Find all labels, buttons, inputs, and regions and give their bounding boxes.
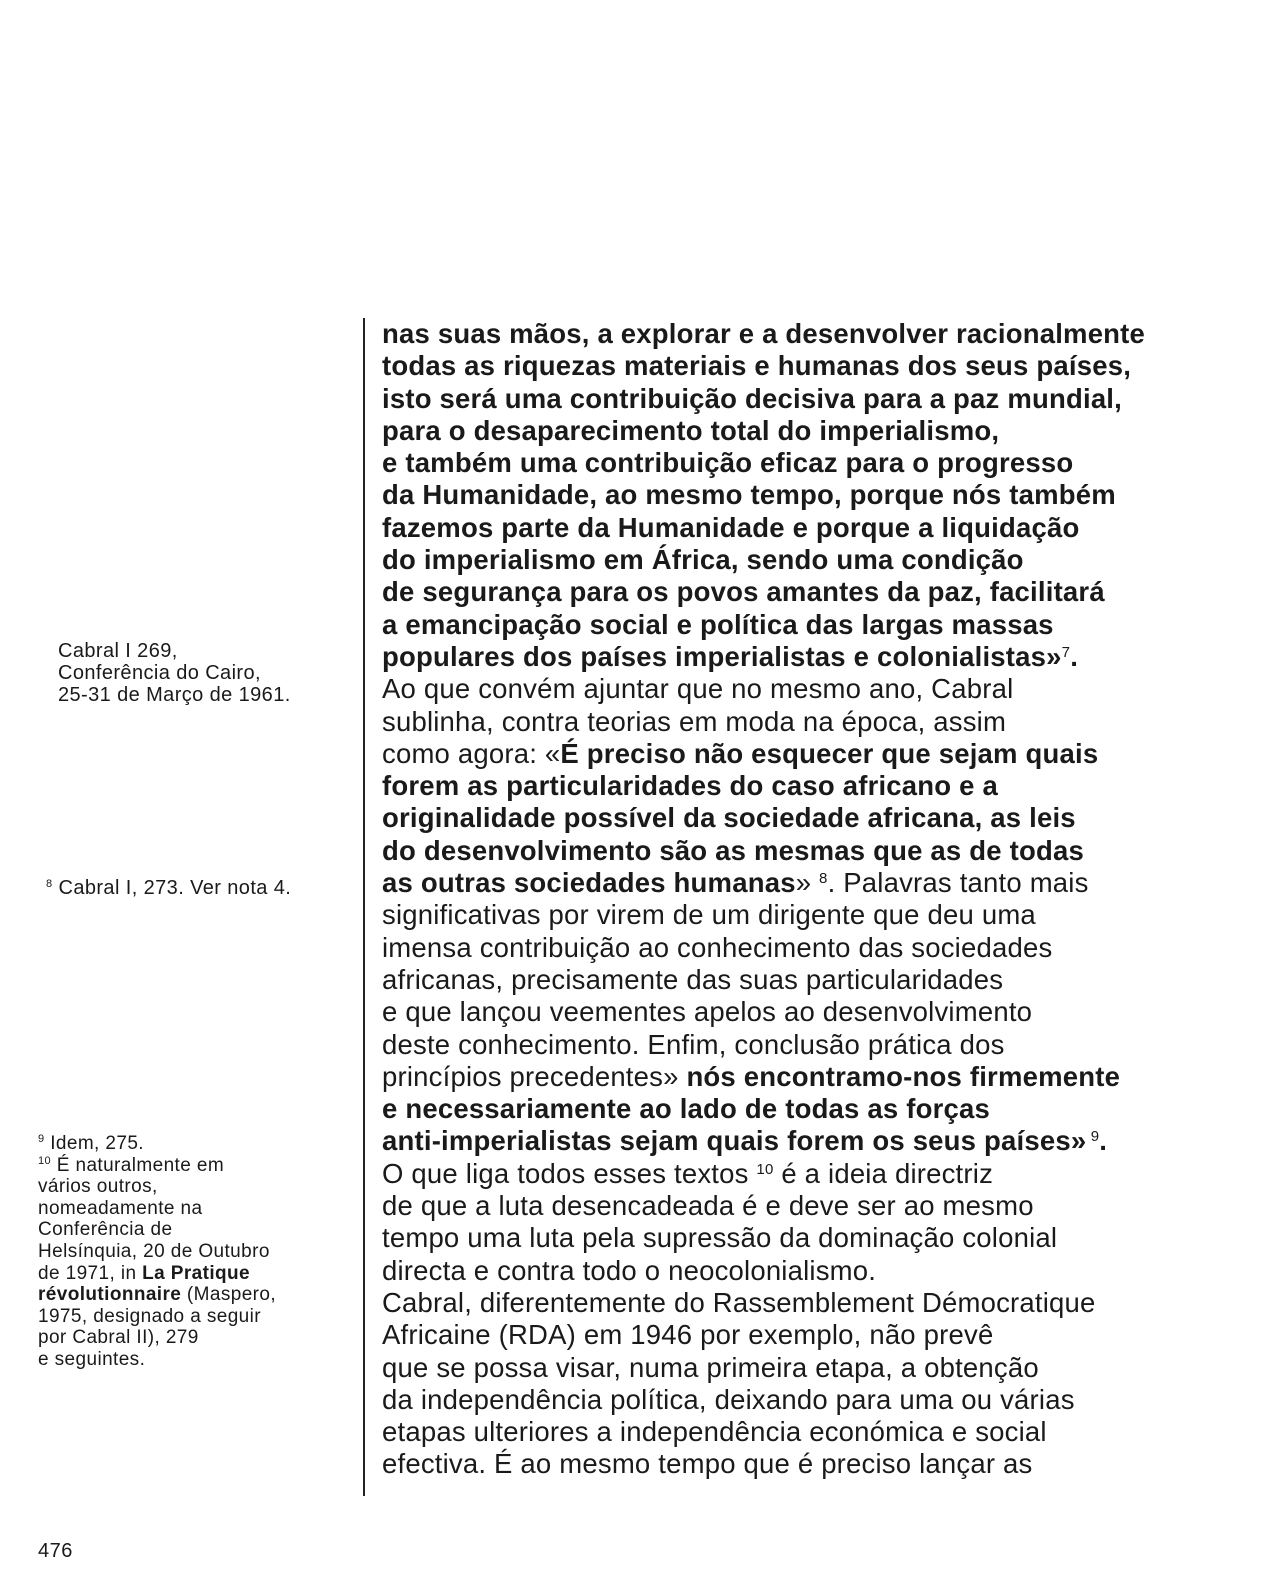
text-line bbox=[382, 1093, 1242, 1125]
text-run: a emancipação social e política das largas massas bbox=[382, 608, 1054, 640]
text-run: directa e contra todo o neocolonialismo. bbox=[382, 1254, 877, 1286]
text-line bbox=[382, 1125, 1242, 1157]
text-run: africanas, precisamente das suas particularidades bbox=[382, 963, 1004, 995]
note-line bbox=[38, 1198, 276, 1220]
margin-rule bbox=[363, 318, 365, 1496]
text-run: de que a luta desencadeada é e deve ser ao mesmo bbox=[382, 1190, 1034, 1222]
text-line bbox=[382, 867, 1242, 899]
text-run: forem as particularidades do caso africano e a bbox=[382, 770, 998, 802]
text-line bbox=[382, 1448, 1242, 1480]
text-run: como agora: « bbox=[382, 737, 561, 769]
text-run: Ao que convém ajuntar que no mesmo ano, Cabral bbox=[382, 673, 1014, 705]
text-line bbox=[382, 512, 1242, 544]
text-line bbox=[382, 383, 1242, 415]
text-line bbox=[382, 1319, 1242, 1351]
footnote-ref: 9 bbox=[1086, 1128, 1100, 1146]
text-run: Africaine (RDA) em 1946 por exemplo, não prevê bbox=[382, 1319, 994, 1351]
text-run: e que lançou veementes apelos ao desenvolvimento bbox=[382, 996, 1033, 1028]
text-run: de segurança para os povos amantes da paz, facilitará bbox=[382, 576, 1105, 608]
text-line bbox=[382, 350, 1242, 382]
text-run: nas suas mãos, a explorar e a desenvolver racionalmente bbox=[382, 318, 1146, 349]
note-line: Conferência do Cairo, bbox=[58, 662, 261, 684]
text-line bbox=[382, 1287, 1242, 1319]
text-run: La Pratique bbox=[142, 1262, 250, 1284]
text-line bbox=[382, 996, 1242, 1028]
text-run: e seguintes. bbox=[38, 1348, 146, 1370]
text-run: vários outros, bbox=[38, 1176, 158, 1198]
text-run: originalidade possível da sociedade africana, as leis bbox=[382, 802, 1076, 834]
footnote-ref: 10 bbox=[38, 1154, 52, 1167]
text-run: deste conhecimento. Enfim, conclusão prática dos bbox=[382, 1028, 1005, 1060]
text-run: É naturalmente em bbox=[51, 1154, 225, 1176]
text-run: isto será uma contribuição decisiva para a paz mundial, bbox=[382, 382, 1122, 414]
note-line: 25-31 de Março de 1961. bbox=[58, 684, 291, 706]
text-run: e necessariamente ao lado de todas as forças bbox=[382, 1093, 990, 1125]
text-line bbox=[382, 641, 1242, 673]
text-line bbox=[382, 1061, 1242, 1093]
text-run: para o desaparecimento total do imperialismo, bbox=[382, 414, 1000, 446]
text-run: populares dos países imperialistas e colonialistas» bbox=[382, 640, 1062, 672]
text-run: O que liga todos esses textos bbox=[382, 1157, 757, 1189]
text-line bbox=[382, 899, 1242, 931]
footnotes-9-10 bbox=[38, 1133, 276, 1371]
note-line bbox=[38, 1133, 276, 1155]
text-run: princípios precedentes» bbox=[382, 1060, 687, 1092]
text-run: da independência política, deixando para uma ou várias bbox=[382, 1383, 1075, 1415]
note-line bbox=[38, 1306, 276, 1328]
text-line bbox=[382, 1255, 1242, 1287]
text-run: É preciso não esquecer que sejam quais bbox=[560, 737, 1099, 769]
text-run: as outras sociedades humanas bbox=[382, 867, 796, 899]
text-run: nomeadamente na bbox=[38, 1197, 203, 1219]
note-text: Cabral I, 273. Ver nota 4. bbox=[52, 877, 292, 899]
text-line bbox=[382, 932, 1242, 964]
text-run: anti-imperialistas sejam quais forem os seus países» bbox=[382, 1125, 1087, 1157]
text-run: Idem, 275. bbox=[44, 1133, 144, 1154]
text-line bbox=[382, 802, 1242, 834]
text-run: do imperialismo em África, sendo uma condição bbox=[382, 544, 1024, 576]
note-line bbox=[38, 1284, 276, 1306]
footnote-ref: 10 bbox=[756, 1160, 774, 1178]
text-run: nós encontramo-nos firmemente bbox=[686, 1060, 1121, 1092]
text-run: . Palavras tanto mais bbox=[827, 867, 1089, 899]
text-line bbox=[382, 1222, 1242, 1254]
text-run: de 1971, in bbox=[38, 1262, 143, 1284]
note-line bbox=[38, 1241, 276, 1263]
text-run: que se possa visar, numa primeira etapa, a obtenção bbox=[382, 1351, 1039, 1383]
text-run: Cabral, diferentemente do Rassemblement Démocratique bbox=[382, 1286, 1096, 1318]
note-line bbox=[38, 1176, 276, 1198]
footnote-7 bbox=[58, 640, 358, 706]
text-line bbox=[382, 447, 1242, 479]
text-line bbox=[382, 706, 1242, 738]
note-line bbox=[38, 1349, 276, 1371]
text-line bbox=[382, 609, 1242, 641]
text-run: (Maspero, bbox=[181, 1284, 277, 1306]
text-line bbox=[382, 1158, 1242, 1190]
text-line bbox=[382, 835, 1242, 867]
text-line bbox=[382, 415, 1242, 447]
text-line bbox=[382, 964, 1242, 996]
text-run: . bbox=[1099, 1125, 1108, 1157]
text-line bbox=[382, 738, 1242, 770]
text-run: do desenvolvimento são as mesmas que as de todas bbox=[382, 834, 1084, 866]
text-line bbox=[382, 770, 1242, 802]
text-run: por Cabral II), 279 bbox=[38, 1327, 199, 1349]
text-run: efectiva. É ao mesmo tempo que é preciso lançar as bbox=[382, 1448, 1033, 1480]
text-line bbox=[382, 544, 1242, 576]
text-run: tempo uma luta pela supressão da dominação colonial bbox=[382, 1222, 1058, 1254]
page-number: 476 bbox=[38, 1540, 73, 1562]
note-line bbox=[38, 1155, 276, 1177]
footnote-ref: 7 bbox=[1061, 643, 1071, 661]
text-line bbox=[382, 1029, 1242, 1061]
note-line bbox=[38, 1219, 276, 1241]
footnote-marker: 8 bbox=[46, 878, 53, 890]
note-line bbox=[38, 1327, 276, 1349]
text-run: Helsínquia, 20 de Outubro bbox=[38, 1240, 270, 1262]
footnote-ref: 8 bbox=[819, 870, 828, 888]
text-run: e também uma contribuição eficaz para o progresso bbox=[382, 447, 1074, 479]
text-run: Conferência de bbox=[38, 1219, 173, 1241]
text-line bbox=[382, 479, 1242, 511]
text-run: significativas por virem de um dirigente que deu uma bbox=[382, 899, 1036, 931]
main-text-column bbox=[382, 318, 1242, 1481]
text-run: todas as riquezas materiais e humanas dos seus países, bbox=[382, 350, 1132, 382]
note-line bbox=[38, 1263, 276, 1285]
footnote-8 bbox=[46, 878, 291, 900]
note-line bbox=[46, 878, 291, 900]
note-line: Cabral I 269, bbox=[58, 640, 178, 662]
footnote-ref: 9 bbox=[38, 1133, 45, 1145]
text-run: » bbox=[795, 867, 820, 899]
text-line bbox=[382, 1384, 1242, 1416]
text-line bbox=[382, 1190, 1242, 1222]
text-run: fazemos parte da Humanidade e porque a liquidação bbox=[382, 511, 1080, 543]
text-run: révolutionnaire bbox=[38, 1284, 182, 1306]
text-run: é a ideia directriz bbox=[773, 1157, 994, 1189]
text-run: da Humanidade, ao mesmo tempo, porque nós também bbox=[382, 479, 1116, 511]
text-line bbox=[382, 673, 1242, 705]
text-line bbox=[382, 1416, 1242, 1448]
text-run: . bbox=[1070, 640, 1079, 672]
text-line bbox=[382, 318, 1242, 350]
text-line bbox=[382, 1352, 1242, 1384]
text-line bbox=[382, 576, 1242, 608]
text-run: sublinha, contra teorias em moda na época, assim bbox=[382, 705, 1007, 737]
text-run: etapas ulteriores a independência económica e social bbox=[382, 1416, 1047, 1448]
text-run: 1975, designado a seguir bbox=[38, 1305, 261, 1327]
text-run: imensa contribuição ao conhecimento das sociedades bbox=[382, 931, 1053, 963]
